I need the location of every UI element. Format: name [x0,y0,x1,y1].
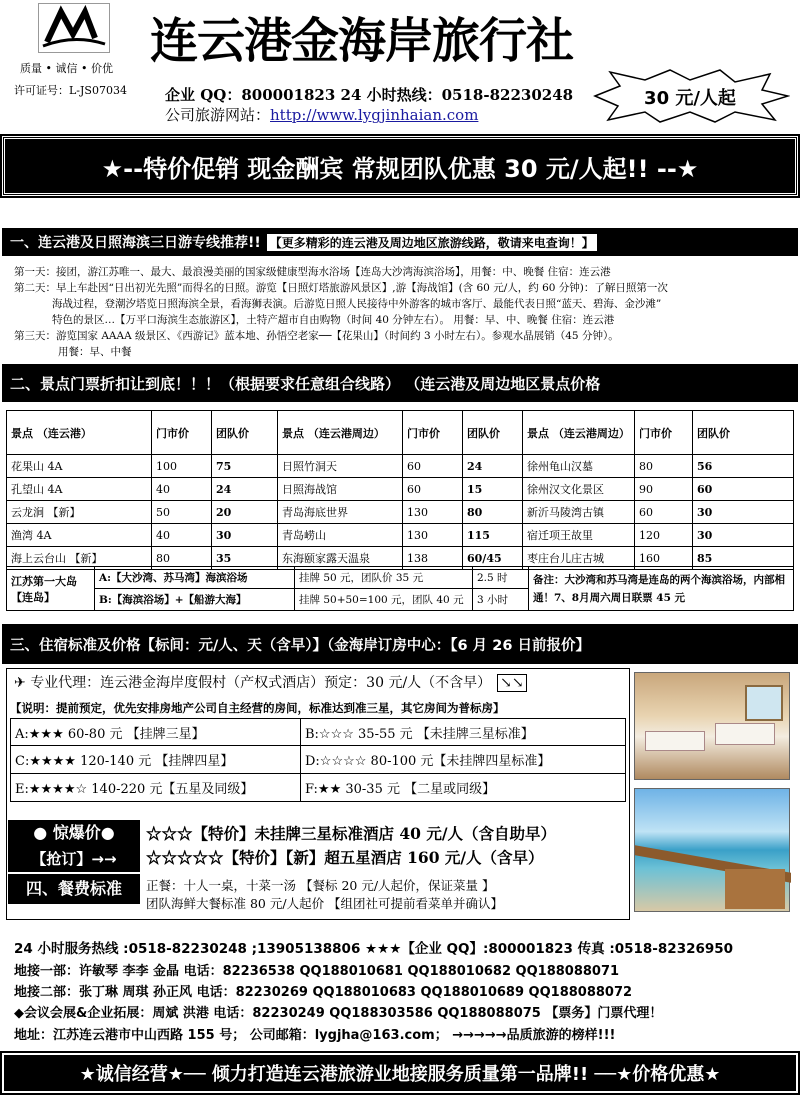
table-cell: 60/45 [463,547,523,570]
table-cell: 30 [212,524,278,547]
table-cell: 东海颐家露天温泉 [278,547,403,570]
table-cell: 50 [152,501,212,524]
table-cell: 徐州汉文化景区 [523,478,635,501]
table-cell: 56 [693,455,794,478]
license-number: 许可证号：L-JS07034 [14,84,127,97]
table-header: 门市价 [635,411,693,455]
table-cell: 青岛崂山 [278,524,403,547]
itinerary-day2-cont1: 海战过程，登潮汐塔览日照海滨全景，看海狮表演。后游览日照人民接待中外游客的城市客厅、最能代表日照“蓝天、碧海、金沙滩” [52,298,662,310]
table-cell: 渔湾 4A [7,524,152,547]
table-cell: 海上云台山 【新】 [7,547,152,570]
rate-cell: F:★★ 30-35 元 【二星或同级】 [305,782,496,797]
footer-banner: ★诚信经营★── 倾力打造连云港旅游业地接服务质量第一品牌!! ──★价格优惠★ [2,1053,798,1093]
agent-text: 专业代理：连云港金海岸度假村（产权式酒店）预定：30 元/人（不含早） [30,675,492,691]
conference-line: ◆会议会展&企业拓展：周斌 洪港 电话：82230249 QQ188303586 QQ188088075 【票务】门票代理！ [14,1006,663,1021]
table-cell: 115 [463,524,523,547]
meal-line-2: 团队海鲜大餐标准 80 元/人起价 【组团社可提前看菜单并确认】 [146,896,504,911]
itinerary-day1: 第一天：接团，游江苏唯一、最大、最浪漫美丽的国家级健康型海水浴场【连岛大沙湾海滨浴场】，用餐：中、晚餐 住宿：连云港 [14,266,611,278]
rate-cell: C:★★★★ 120-140 元 【挂牌四星】 [11,746,301,773]
table-cell: 30 [693,524,794,547]
table-cell: 130 [403,524,463,547]
island-option-b: B:【海滨浴场】+【船游大海】 [95,589,295,611]
address-line: 地址：江苏连云港市中山西路 155 号； 公司邮箱：lygjha@163.com； →→→→→品质旅游的榜样!!! [14,1028,616,1043]
rate-cell: A:★★★ 60-80 元 【挂牌三星】 [11,719,301,745]
company-logo [38,3,110,53]
rate-row [10,718,626,746]
table-row [7,524,794,547]
table-cell: 新沂马陵湾古镇 [523,501,635,524]
section1-note: 【更多精彩的连云港及周边地区旅游线路，敬请来电查询！】 [267,234,597,251]
dept1-line: 地接一部：许敏琴 李李 金晶 电话：82236538 QQ188010681 QQ188010682 QQ188088071 [14,964,620,979]
table-cell: 24 [463,455,523,478]
section3-header: 三、住宿标准及价格【标间：元/人、天（含早）】（金海岸订房中心：【6 月 26 日前报价】 [2,624,798,664]
price-badge [590,68,790,124]
table-cell: 80 [463,501,523,524]
website-label: 公司旅游网站： [165,106,271,124]
ticket-price-table [6,410,794,570]
island-note: 备注：大沙湾和苏马湾是连岛的两个海滨浴场，内部相通！7、8月周六周日联票 45 元 [529,567,794,611]
promo-banner: ★--特价促销 现金酬宾 常规团队优惠 30 元/人起!! --★ [2,136,798,196]
table-cell: 徐州龟山汉墓 [523,455,635,478]
website-line [165,104,478,125]
price-badge-text: 30 元/人起 [644,88,736,109]
itinerary-day3: 第三天：游览国家 AAAA 级景区、《西游记》蓝本地、孙悟空老家──【花果山】（时间约 3 小时左右）。参观水晶展销（45 分钟）。 [14,330,619,342]
table-cell: 80 [152,547,212,570]
table-cell: 30 [693,501,794,524]
table-cell: 60 [693,478,794,501]
rate-cell: D:☆☆☆☆ 80-100 元【未挂牌四星标准】 [305,754,551,769]
table-cell: 青岛海底世界 [278,501,403,524]
table-header-row [7,411,794,455]
table-cell: 日照海战馆 [278,478,403,501]
motto: 质量 • 诚信 • 价优 [20,62,113,75]
dept2-line: 地接二部：张丁琳 周琪 孙正风 电话：82230269 QQ188010683 QQ188010689 QQ188088072 [14,985,633,1000]
table-header: 门市价 [403,411,463,455]
table-cell: 130 [403,501,463,524]
table-header: 景点 （连云港周边） [523,411,635,455]
table-cell: 15 [463,478,523,501]
table-cell: 枣庄台儿庄古城 [523,547,635,570]
website-link[interactable]: http://www.lygjinhaian.com [270,106,479,124]
table-cell: 120 [635,524,693,547]
table-header: 景点 （连云港周边） [278,411,403,455]
table-cell: 40 [152,524,212,547]
page-title: 连云港金海岸旅行社 [150,13,574,69]
table-row [7,567,794,589]
table-cell: 80 [635,455,693,478]
hot-deal-2: ☆☆☆☆☆【特价】【新】超五星酒店 160 元/人（含早） [146,848,544,867]
rate-cell: B:☆☆☆ 35-55 元 【未挂牌三星标准】 [305,726,534,742]
agent-line [14,672,527,692]
island-time-b: 3 小时 [473,589,529,611]
table-header: 团队价 [212,411,278,455]
table-row [7,455,794,478]
table-row [7,478,794,501]
island-price-a: 挂牌 50 元，团队价 35 元 [295,567,473,589]
section1-title: 一、连云港及日照海滨三日游专线推荐!! [10,235,261,251]
table-cell: 花果山 4A [7,455,152,478]
island-time-a: 2.5 时 [473,567,529,589]
itinerary-day2: 第二天：早上车赴因“日出初光先照”而得名的日照。游览【日照灯塔旅游风景区】,游【海战馆】(含 60 元/人，约 60 分钟)：了解日照第一次 [14,282,668,294]
itinerary-day3-meals: 用餐：早、中餐 [58,346,132,358]
table-cell: 日照竹洞天 [278,455,403,478]
table-cell: 85 [693,547,794,570]
section1-header [2,228,798,256]
grab-label: 【抢订】→→ [8,846,140,872]
rate-row [10,774,626,802]
table-cell: 20 [212,501,278,524]
table-cell: 75 [212,455,278,478]
contact-line: 企业 QQ：800001823 24 小时热线：0518-82230248 [165,86,574,104]
table-cell: 宿迁项王故里 [523,524,635,547]
table-header: 团队价 [463,411,523,455]
island-option-a: A:【大沙湾、苏马湾】海滨浴场 [95,567,295,589]
plane-icon: ✈ [14,675,31,691]
hotel-room-photo [634,672,790,780]
table-cell: 60 [635,501,693,524]
hot-deal-1: ☆☆☆【特价】未挂牌三星标准酒店 40 元/人（含自助早） [146,824,557,843]
table-header: 门市价 [152,411,212,455]
arrow-icon: ↘↘ [497,674,526,692]
table-cell: 孔望山 4A [7,478,152,501]
island-price-b: 挂牌 50+50=100 元，团队 40 元 [295,589,473,611]
rate-cell: E:★★★★☆ 140-220 元【五星及同级】 [11,774,301,801]
hot-price-label: ● 惊爆价● [8,820,140,846]
table-cell: 云龙涧 【新】 [7,501,152,524]
rate-row [10,746,626,774]
table-header: 景点 （连云港） [7,411,152,455]
hotline-line: 24 小时服务热线 :0518-82230248 ;13905138806 ★★★【企业 QQ】:800001823 传真 :0518-82326950 [14,941,734,957]
explain-note: 【说明：提前预定，优先安排房地产公司自主经营的房间，标准达到准三星，其它房间为普标房】 [10,701,505,715]
table-cell: 60 [403,455,463,478]
table-cell: 100 [152,455,212,478]
island-table [6,566,794,611]
table-row [7,501,794,524]
meal-line-1: 正餐：十人一桌，十菜一汤 【餐标 20 元/人起价，保证菜量 】 [146,878,495,893]
section2-header: 二、景点门票折扣让到底！！！（根据要求任意组合线路） （连云港及周边地区景点价格 [2,364,798,402]
table-cell: 138 [403,547,463,570]
table-cell: 40 [152,478,212,501]
rate-grid [10,718,626,802]
table-cell: 35 [212,547,278,570]
meal-label: 四、餐费标准 [8,874,140,904]
table-header: 团队价 [693,411,794,455]
itinerary-day2-cont2: 特色的景区…【万平口海滨生态旅游区】，土特产超市自由购物（时间 40 分钟左右）。 用餐：早、中、晚餐 住宿：连云港 [52,314,615,326]
table-cell: 160 [635,547,693,570]
beach-photo [634,788,790,912]
table-cell: 60 [403,478,463,501]
table-cell: 90 [635,478,693,501]
island-label: 江苏第一大岛【连岛】 [7,567,95,611]
table-cell: 24 [212,478,278,501]
